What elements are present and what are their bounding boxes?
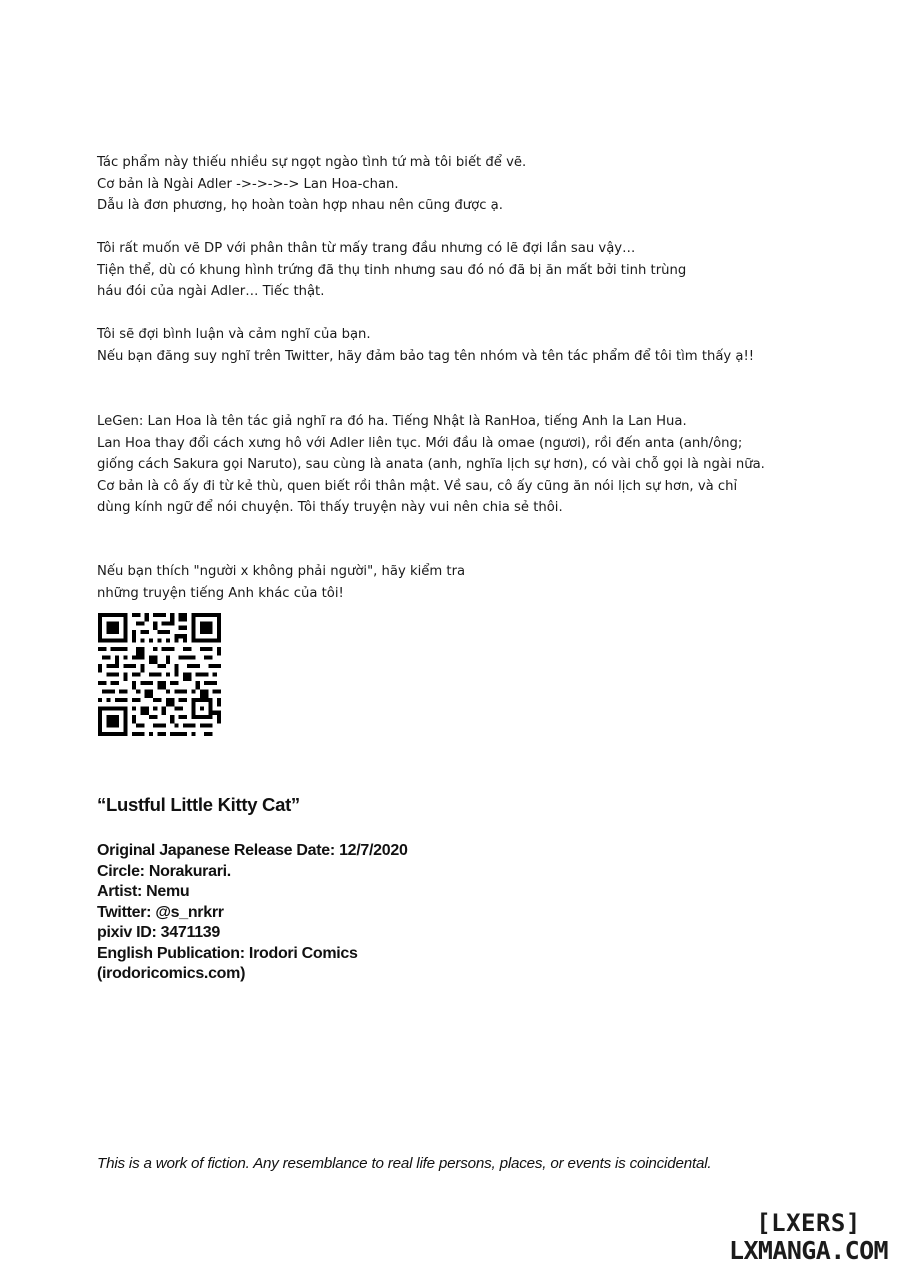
artist-name: Artist: Nemu — [97, 883, 190, 900]
wish-paragraph — [97, 238, 686, 303]
text-line: dùng kính ngữ để nói chuyện. Tôi thấy truyện này vui nên chia sẻ thôi. — [97, 500, 563, 515]
qr-code-icon[interactable] — [98, 613, 221, 736]
text-line: Nếu bạn thích "người x không phải người", hãy kiểm tra — [97, 564, 466, 579]
promo-text — [97, 561, 465, 604]
translator-note — [97, 411, 765, 519]
text-line: Dẫu là đơn phương, họ hoàn toàn hợp nhau nên cũng được ạ. — [97, 198, 503, 213]
text-line: Tôi sẽ đợi bình luận và cảm nghĩ của bạn. — [97, 327, 371, 342]
english-publisher: English Publication: Irodori Comics — [97, 944, 358, 962]
watermark-group-name: [LXERS] — [756, 1209, 861, 1237]
text-line: LeGen: Lan Hoa là tên tác giả nghĩ ra đó ha. Tiếng Nhật là RanHoa, tiếng Anh la Lan Hua. — [97, 414, 687, 429]
watermark-site-name: LXMANGA.COM — [729, 1236, 888, 1265]
intro-paragraph — [97, 152, 526, 217]
text-line: Cơ bản là Ngài Adler ->->->-> Lan Hoa-chan. — [97, 176, 399, 192]
fiction-disclaimer: This is a work of fiction. Any resemblance to real life persons, places, or events is coincidental. — [97, 1155, 712, 1172]
text-line: Nếu bạn đăng suy nghĩ trên Twitter, hãy đảm bảo tag tên nhóm và tên tác phẩm để tôi tìm thấy ạ!! — [97, 348, 755, 364]
pixiv-id: pixiv ID: 3471139 — [97, 924, 220, 941]
text-line: Lan Hoa thay đổi cách xưng hô với Adler liên tục. Mới đầu là omae (ngươi), rồi đến anta (anh/ông; — [97, 435, 743, 451]
comic-title: “Lustful Little Kitty Cat” — [97, 794, 300, 815]
text-line: Tác phẩm này thiếu nhiều sự ngọt ngào tình tứ mà tôi biết để vẽ. — [97, 155, 527, 170]
site-watermark — [729, 1210, 888, 1265]
text-line: những truyện tiếng Anh khác của tôi! — [97, 585, 344, 601]
release-date: Original Japanese Release Date: 12/7/2020 — [97, 842, 408, 859]
text-line: Tôi rất muốn vẽ DP với phân thân từ mấy trang đầu nhưng có lẽ đợi lần sau vậy… — [97, 241, 636, 256]
text-line: háu đói của ngài Adler… Tiếc thật. — [97, 284, 325, 299]
text-line: Cơ bản là cô ấy đi từ kẻ thù, quen biết rồi thân mật. Về sau, cô ấy cũng ăn nói lịch sự hơn, và chỉ — [97, 478, 738, 494]
text-line: giống cách Sakura gọi Naruto), sau cùng là anata (anh, nghĩa lịch sự hơn), có vài chỗ gọi là ngài nữa. — [97, 457, 765, 472]
comment-request-paragraph — [97, 324, 754, 367]
publisher-website: (irodoricomics.com) — [97, 965, 246, 982]
twitter-handle: Twitter: @s_nrkrr — [97, 903, 224, 921]
circle-name: Circle: Norakurari. — [97, 862, 231, 880]
text-line: Tiện thể, dù có khung hình trứng đã thụ tinh nhưng sau đó nó đã bị ăn mất bởi tinh trùng — [97, 262, 687, 278]
credits-list — [97, 841, 408, 985]
